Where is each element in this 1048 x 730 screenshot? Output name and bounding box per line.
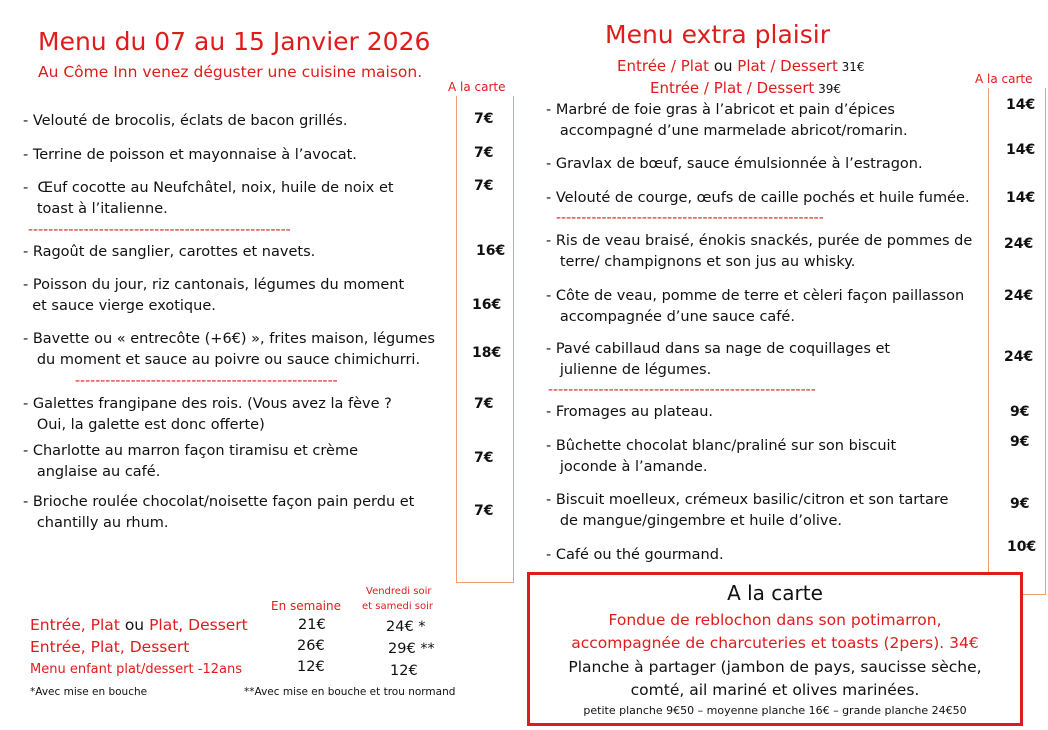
a-la-carte-title: A la carte	[727, 581, 823, 605]
menu-item: - Poisson du jour, riz cantonais, légumes du moment et sauce vierge exotique.	[23, 277, 405, 314]
extra-formula-1: Entrée / Plat ou Plat / Dessert 31€	[617, 57, 865, 75]
extra-menu-item-price: 9€	[1010, 434, 1030, 450]
menu-item-price: 7€	[474, 145, 494, 161]
section-separator: ----------------------------------------------------	[75, 373, 338, 389]
fondue-line-2: accompagnée de charcuteries et toasts (2pers). 34€	[571, 634, 979, 652]
extra-menu-item-price: 24€	[1004, 236, 1034, 252]
formula-row-2-week: 26€	[297, 638, 325, 654]
right-carte-label: A la carte	[975, 72, 1033, 86]
right-menu-title: Menu extra plaisir	[605, 20, 830, 49]
menu-item: - Galettes frangipane des rois. (Vous avez la fève ? Oui, la galette est donc offerte)	[23, 396, 392, 433]
extra-menu-item: - Gravlax de bœuf, sauce émulsionnée à l’estragon.	[546, 156, 923, 172]
menu-item-price: 16€	[472, 297, 502, 313]
extra-menu-item: - Bûchette chocolat blanc/praliné sur son biscuit joconde à l’amande.	[546, 438, 897, 475]
extra-menu-item-price: 14€	[1006, 142, 1036, 158]
extra-menu-item-price: 14€	[1006, 190, 1036, 206]
menu-item-price: 16€	[476, 243, 506, 259]
extra-menu-item-price: 24€	[1004, 288, 1034, 304]
fondue-line-1: Fondue de reblochon dans son potimarron,	[608, 611, 942, 629]
formula-row-1-week: 21€	[298, 617, 326, 633]
menu-item: - Charlotte au marron façon tiramisu et crème anglaise au café.	[23, 443, 359, 480]
formula-row-3-weekend: 12€	[390, 663, 418, 679]
extra-menu-item: - Ris de veau braisé, énokis snackés, purée de pommes de terre/ champignons et son jus au whisky.	[546, 233, 973, 270]
menu-item: - Terrine de poisson et mayonnaise à l’avocat.	[23, 147, 357, 163]
menu-item-price: 7€	[474, 178, 494, 194]
left-menu-title: Menu du 07 au 15 Janvier 2026	[38, 27, 431, 56]
footnote-1: *Avec mise en bouche	[30, 686, 148, 698]
planche-line-1: Planche à partager (jambon de pays, saucisse sèche,	[568, 658, 982, 676]
menu-item: - Velouté de brocolis, éclats de bacon grillés.	[23, 113, 348, 129]
right-price-column	[988, 88, 1046, 595]
extra-menu-item: - Pavé cabillaud dans sa nage de coquillages et julienne de légumes.	[546, 341, 891, 378]
menu-item-price: 7€	[474, 396, 494, 412]
left-carte-label: A la carte	[448, 80, 506, 94]
extra-menu-item: - Fromages au plateau.	[546, 404, 714, 420]
formula-row-2-weekend: 29€ **	[388, 641, 435, 657]
section-separator: ----------------------------------------------------	[28, 222, 291, 238]
menu-item: - Ragoût de sanglier, carottes et navets.	[23, 244, 316, 260]
menu-item: - Œuf cocotte au Neufchâtel, noix, huile de noix et toast à l’italienne.	[23, 180, 394, 217]
formula-col-weekend-line2: et samedi soir	[362, 601, 434, 612]
extra-menu-item: - Biscuit moelleux, crémeux basilic/citron et son tartare de mangue/gingembre et huile d’olive.	[546, 492, 949, 529]
left-menu-subtitle: Au Côme Inn venez déguster une cuisine maison.	[38, 63, 423, 81]
formula-row-2-label: Entrée, Plat, Dessert	[30, 638, 190, 656]
menu-item-price: 7€	[474, 450, 494, 466]
formula-col-weekend-line1: Vendredi soir	[366, 586, 432, 597]
formula-row-3-week: 12€	[297, 659, 325, 675]
menu-item: - Bavette ou « entrecôte (+6€) », frites maison, légumes du moment et sauce au poivre ou sauce chimichurri.	[23, 331, 435, 368]
section-separator: -----------------------------------------------------	[556, 210, 824, 226]
menu-item-price: 18€	[472, 345, 502, 361]
extra-menu-item-price: 10€	[1007, 539, 1037, 555]
a-la-carte-box	[527, 572, 1023, 726]
formula-row-3-label: Menu enfant plat/dessert -12ans	[30, 662, 242, 677]
menu-item: - Brioche roulée chocolat/noisette façon pain perdu et chantilly au rhum.	[23, 494, 415, 531]
extra-menu-item: - Velouté de courge, œufs de caille pochés et huile fumée.	[546, 190, 970, 206]
menu-item-price: 7€	[474, 111, 494, 127]
formula-row-1-weekend: 24€ *	[386, 619, 426, 635]
formula-col-week: En semaine	[271, 599, 342, 613]
extra-menu-item: - Marbré de foie gras à l’abricot et pain d’épices accompagné d’une marmelade abricot/romarin.	[546, 102, 908, 139]
planche-sizes: petite planche 9€50 – moyenne planche 16€ – grande planche 24€50	[583, 704, 967, 717]
extra-menu-item-price: 9€	[1010, 496, 1030, 512]
footnote-2: **Avec mise en bouche et trou normand	[244, 686, 456, 698]
extra-menu-item-price: 9€	[1010, 404, 1030, 420]
extra-menu-item: - Café ou thé gourmand.	[546, 547, 724, 563]
extra-formula-2: Entrée / Plat / Dessert 39€	[650, 79, 842, 97]
extra-menu-item: - Côte de veau, pomme de terre et cèleri façon paillasson accompagnée d’une sauce café.	[546, 288, 965, 325]
extra-menu-item-price: 14€	[1006, 97, 1036, 113]
formula-row-1-label: Entrée, Plat ou Plat, Dessert	[30, 616, 248, 634]
planche-line-2: comté, ail mariné et olives marinées.	[630, 681, 920, 699]
section-separator: -----------------------------------------------------	[548, 382, 816, 398]
extra-menu-item-price: 24€	[1004, 349, 1034, 365]
menu-item-price: 7€	[474, 503, 494, 519]
